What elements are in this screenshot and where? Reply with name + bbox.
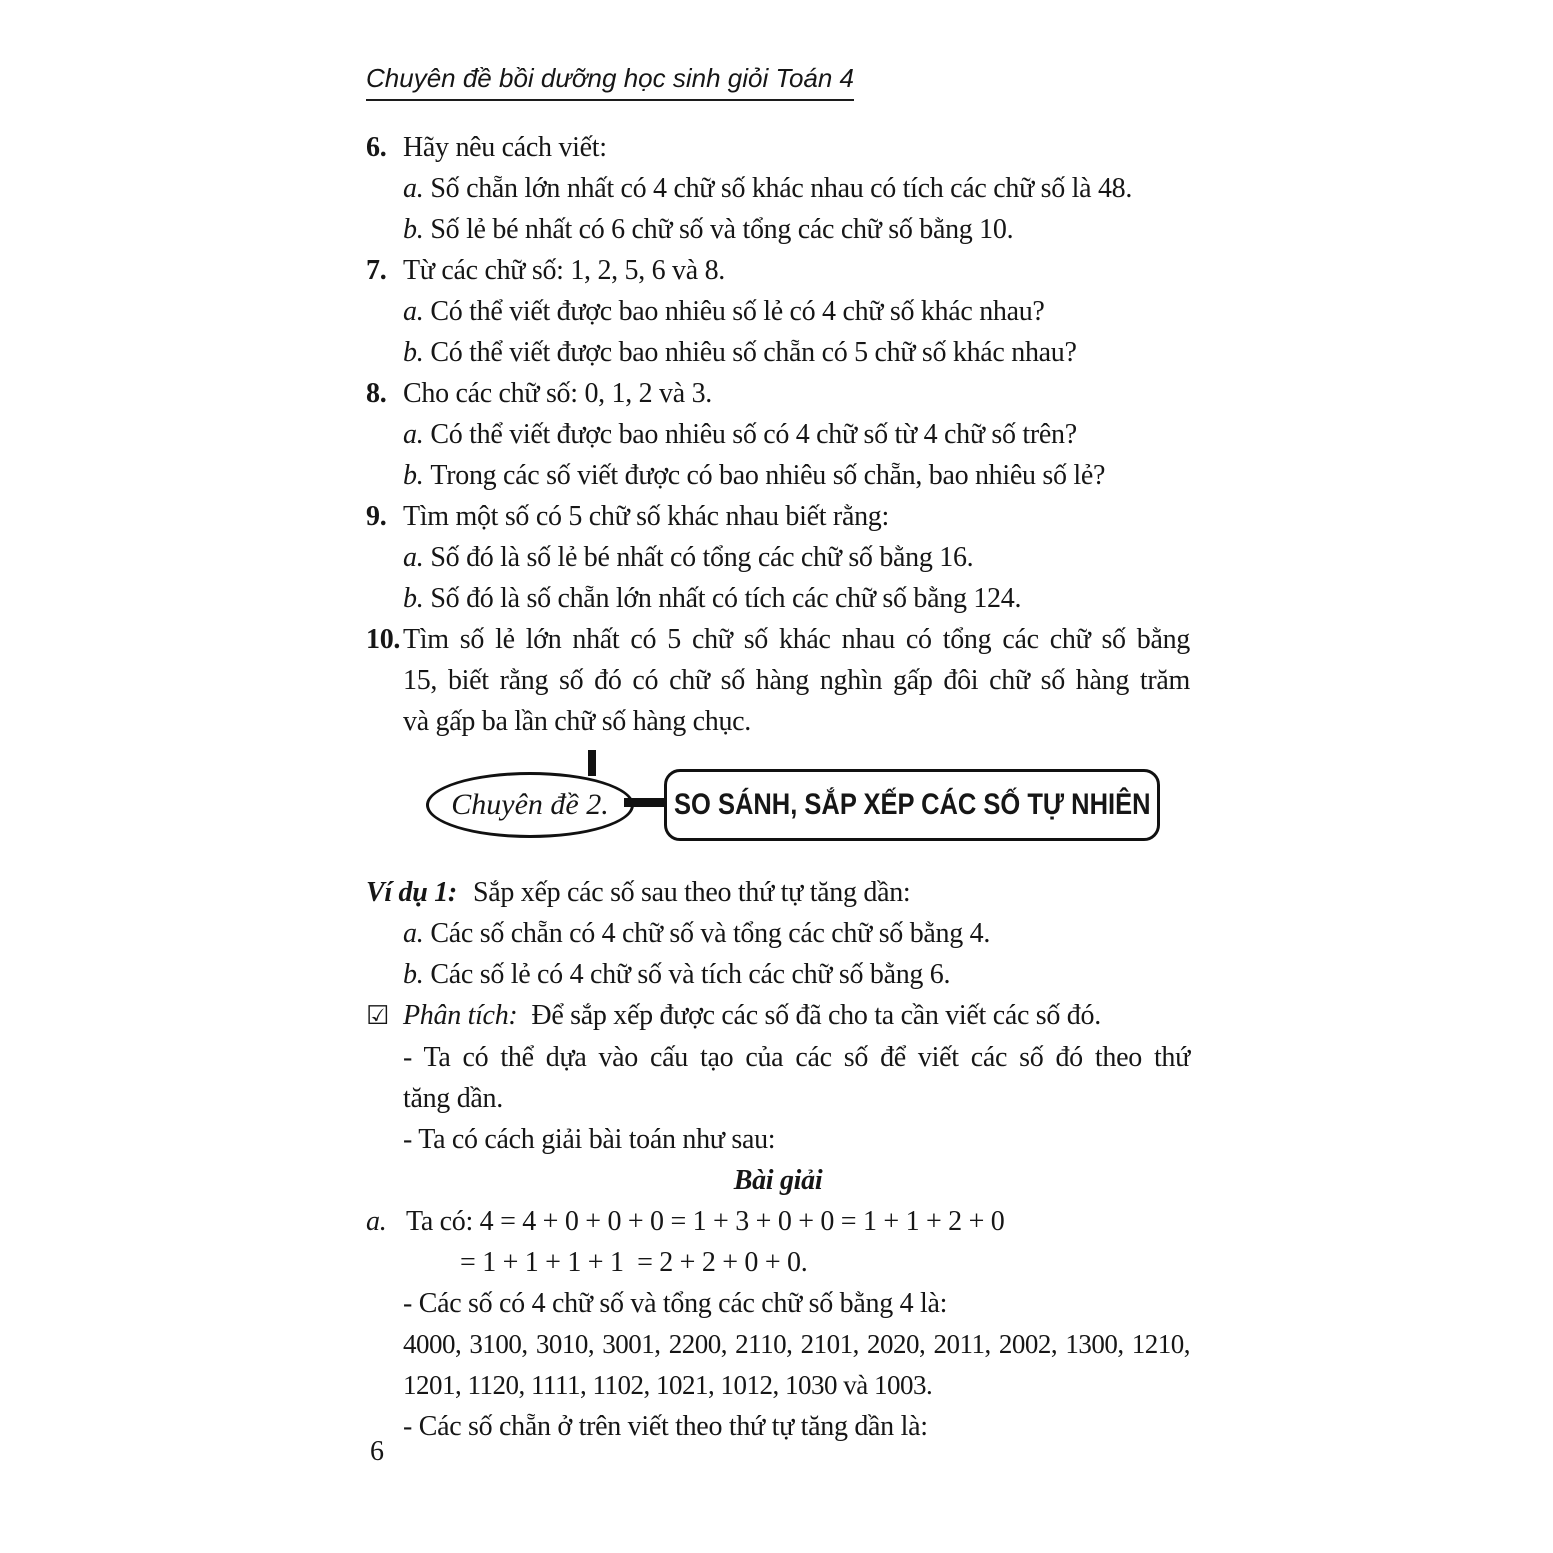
part-label: a. bbox=[366, 1206, 387, 1237]
problem-number: 8. bbox=[366, 378, 387, 409]
note-text: - Ta có thể dựa vào cấu tạo của các số để viết các số đó theo thứ bbox=[403, 1042, 1190, 1073]
sub-text: Số chẵn lớn nhất có 4 chữ số khác nhau có tích các chữ số là 48. bbox=[430, 173, 1133, 204]
sub-label: a. bbox=[403, 296, 424, 327]
problem-text: Hãy nêu cách viết: bbox=[403, 132, 607, 163]
running-header bbox=[366, 60, 1190, 101]
page-number: 6 bbox=[370, 1436, 384, 1467]
solution-section bbox=[366, 1201, 1190, 1447]
problem-text: 15, biết rằng số đó có chữ số hàng nghìn gấp đôi chữ số hàng trăm bbox=[403, 665, 1190, 696]
analysis-text: Để sắp xếp được các số đã cho ta cần viết các số đó. bbox=[531, 1000, 1101, 1031]
problem-6a bbox=[366, 168, 1190, 209]
example-label: Ví dụ 1: bbox=[366, 877, 457, 908]
sub-text: Có thể viết được bao nhiêu số lẻ có 4 chữ số khác nhau? bbox=[430, 296, 1045, 327]
problem-number: 7. bbox=[366, 255, 387, 286]
checked-checkbox-icon: ☑ bbox=[366, 1001, 390, 1031]
example-section bbox=[366, 872, 1190, 1160]
example-a bbox=[366, 913, 1190, 954]
problem-number: 6. bbox=[366, 132, 387, 163]
sub-label: a. bbox=[403, 419, 424, 450]
example-intro bbox=[366, 872, 1190, 913]
analysis-line bbox=[366, 995, 1190, 1037]
analysis-note-1-line-1 bbox=[366, 1037, 1190, 1078]
problem-7b bbox=[366, 332, 1190, 373]
solution-sort-line bbox=[366, 1406, 1190, 1447]
topic-title: SO SÁNH, SẮP XẾP CÁC SỐ TỰ NHIÊN bbox=[673, 788, 1151, 821]
problem-number: 9. bbox=[366, 501, 387, 532]
sub-label: a. bbox=[403, 918, 424, 949]
problem-6b bbox=[366, 209, 1190, 250]
example-b bbox=[366, 954, 1190, 995]
note-text: tăng dần. bbox=[403, 1083, 503, 1114]
problem-number: 10. bbox=[366, 624, 401, 655]
problem-10-line-2 bbox=[366, 660, 1190, 701]
solution-equation-line-1 bbox=[366, 1201, 1190, 1242]
problem-9 bbox=[366, 496, 1190, 537]
solution-equation-line-2 bbox=[366, 1242, 1190, 1283]
sub-text: Số đó là số chẵn lớn nhất có tích các chữ số bằng 124. bbox=[430, 583, 1022, 614]
problem-8b bbox=[366, 455, 1190, 496]
topic-diagram bbox=[366, 750, 1190, 858]
problem-text: Cho các chữ số: 0, 1, 2 và 3. bbox=[403, 378, 712, 409]
solution-text: - Các số chẵn ở trên viết theo thứ tự tăng dần là: bbox=[403, 1411, 928, 1442]
example-intro-text: Sắp xếp các số sau theo thứ tự tăng dần: bbox=[472, 877, 911, 908]
solution-sum-line bbox=[366, 1283, 1190, 1324]
problem-text: Từ các chữ số: 1, 2, 5, 6 và 8. bbox=[403, 255, 725, 286]
sub-label: b. bbox=[403, 959, 424, 990]
problem-9a bbox=[366, 537, 1190, 578]
problem-10-line-3 bbox=[366, 701, 1190, 742]
sub-label: b. bbox=[403, 337, 424, 368]
numbers-text: 1201, 1120, 1111, 1102, 1021, 1012, 1030 và 1003. bbox=[403, 1370, 933, 1400]
problem-6 bbox=[366, 127, 1190, 168]
topic-label: Chuyên đề 2. bbox=[451, 788, 609, 821]
sub-text: Trong các số viết được có bao nhiêu số chẵn, bao nhiêu số lẻ? bbox=[430, 460, 1106, 491]
problem-7a bbox=[366, 291, 1190, 332]
sub-text: Có thể viết được bao nhiêu số có 4 chữ số từ 4 chữ số trên? bbox=[430, 419, 1077, 450]
solution-numbers-line-2 bbox=[366, 1365, 1190, 1406]
sub-text: Có thể viết được bao nhiêu số chẵn có 5 chữ số khác nhau? bbox=[430, 337, 1077, 368]
problem-text: Tìm một số có 5 chữ số khác nhau biết rằng: bbox=[403, 501, 889, 532]
topic-title-box bbox=[664, 769, 1160, 841]
sub-label: b. bbox=[403, 460, 424, 491]
numbers-text: 4000, 3100, 3010, 3001, 2200, 2110, 2101, 2020, 2011, 2002, 1300, 1210, bbox=[403, 1329, 1190, 1359]
analysis-label: Phân tích: bbox=[403, 1000, 518, 1031]
topic-ellipse bbox=[426, 772, 634, 838]
problem-9b bbox=[366, 578, 1190, 619]
solution-text: - Các số có 4 chữ số và tổng các chữ số bằng 4 là: bbox=[403, 1288, 948, 1319]
sub-label: a. bbox=[403, 173, 424, 204]
sub-text: Các số lẻ có 4 chữ số và tích các chữ số bằng 6. bbox=[430, 959, 951, 990]
analysis-note-1-line-2 bbox=[366, 1078, 1190, 1119]
running-header-title: Chuyên đề bồi dưỡng học sinh giỏi Toán 4 bbox=[366, 60, 854, 101]
sub-text: Số lẻ bé nhất có 6 chữ số và tổng các chữ số bằng 10. bbox=[430, 214, 1014, 245]
sub-text: Các số chẵn có 4 chữ số và tổng các chữ số bằng 4. bbox=[430, 918, 991, 949]
solution-heading: Bài giải bbox=[733, 1165, 823, 1196]
problem-7 bbox=[366, 250, 1190, 291]
analysis-note-2 bbox=[366, 1119, 1190, 1160]
sub-label: a. bbox=[403, 542, 424, 573]
equation-text: = 1 + 1 + 1 + 1 = 2 + 2 + 0 + 0. bbox=[460, 1247, 808, 1278]
problem-8 bbox=[366, 373, 1190, 414]
equation-text: Ta có: 4 = 4 + 0 + 0 + 0 = 1 + 3 + 0 + 0 = 1 + 1 + 2 + 0 bbox=[406, 1206, 1005, 1237]
problem-text: Tìm số lẻ lớn nhất có 5 chữ số khác nhau có tổng các chữ số bằng bbox=[403, 624, 1190, 655]
sub-label: b. bbox=[403, 583, 424, 614]
sub-label: b. bbox=[403, 214, 424, 245]
problem-8a bbox=[366, 414, 1190, 455]
problem-10-line-1 bbox=[366, 619, 1190, 660]
solution-numbers-line-1 bbox=[366, 1324, 1190, 1365]
problem-text: và gấp ba lần chữ số hàng chục. bbox=[403, 706, 751, 737]
page-content bbox=[366, 60, 1190, 1447]
sub-text: Số đó là số lẻ bé nhất có tổng các chữ số bằng 16. bbox=[430, 542, 974, 573]
topic-tick-line bbox=[588, 750, 596, 776]
note-text: - Ta có cách giải bài toán như sau: bbox=[403, 1124, 776, 1155]
problem-list bbox=[366, 127, 1190, 742]
